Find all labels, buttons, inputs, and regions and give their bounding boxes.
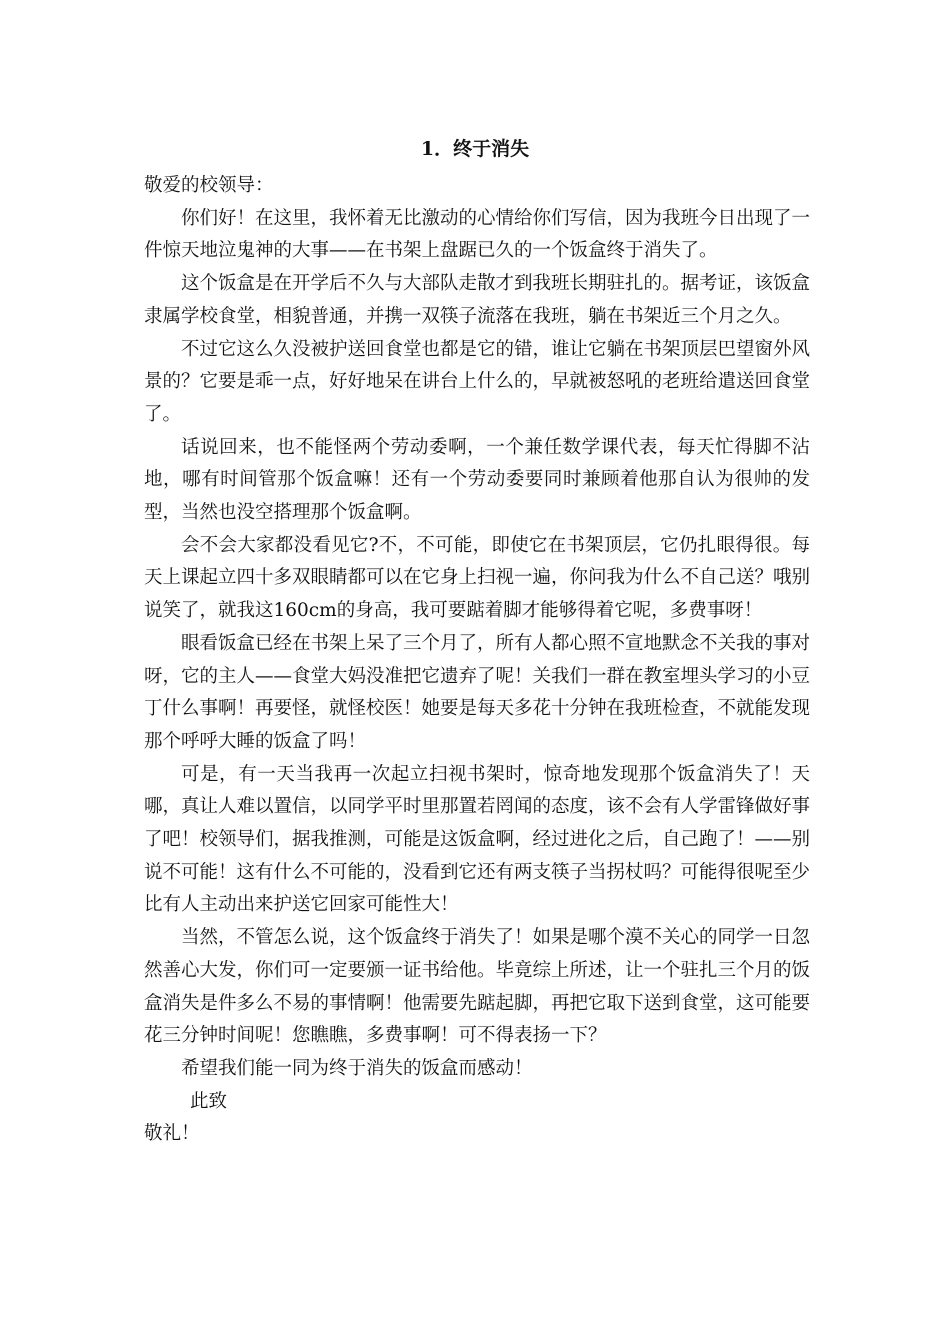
letter-paragraph-3: 不过它这么久没被护送回食堂也都是它的错，谁让它躺在书架顶层巴望窗外风景的？它要是乖一点，好好地呆在讲台上什么的，早就被怒吼的老班给遣送回食堂了。 [144, 338, 811, 425]
letter-closing: 此致 [190, 1090, 228, 1112]
letter-paragraph-6: 眼看饭盒已经在书架上呆了三个月了，所有人都心照不宣地默念不关我的事对呀，它的主人——食堂大妈没准把它遗弃了呢！关我们一群在教室埋头学习的小豆丁什么事啊！再要怪，就怪校医！她要是每天多花十分钟在我班检查，不就能发现那个呼呼大睡的饭盒了吗！ [144, 632, 811, 752]
letter-paragraph-5: 会不会大家都没看见它?不，不可能，即使它在书架顶层，它仍扎眼得很。每天上课起立四十多双眼睛都可以在它身上扫视一遍，你问我为什么不自己送？哦别说笑了，就我这160cm的身高，我可要踮着脚才能够得着它呢，多费事呀！ [144, 534, 811, 622]
letter-regards: 敬礼！ [144, 1123, 200, 1145]
letter-paragraph-7: 可是，有一天当我再一次起立扫视书架时，惊奇地发现那个饭盒消失了！天哪，真让人难以置信，以同学平时里那置若罔闻的态度，该不会有人学雷锋做好事了吧！校领导们，据我推测，可能是这饭盒啊，经过进化之后，自己跑了！——别说不可能！这有什么不可能的，没看到它还有两支筷子当拐杖吗？可能得很呢至少比有人主动出来护送它回家可能性大！ [144, 763, 811, 916]
letter-paragraph-4: 话说回来，也不能怪两个劳动委啊，一个兼任数学课代表，每天忙得脚不沾地，哪有时间管那个饭盒嘛！还有一个劳动委要同时兼顾着他那自认为很帅的发型，当然也没空搭理那个饭盒啊。 [144, 436, 810, 524]
document-title: 1．终于消失 [420, 138, 530, 160]
letter-salutation: 敬爱的校领导： [144, 175, 274, 196]
letter-paragraph-9: 希望我们能一同为终于消失的饭盒而感动！ [181, 1057, 533, 1079]
letter-body [144, 170, 810, 1151]
letter-paragraph-2: 这个饭盒是在开学后不久与大部队走散才到我班长期驻扎的。据考证，该饭盒隶属学校食堂，相貌普通，并携一双筷子流落在我班，躺在书架近三个月之久。 [144, 273, 811, 327]
letter-paragraph-8: 当然，不管怎么说，这个饭盒终于消失了！如果是哪个漠不关心的同学一日忽然善心大发，你们可一定要颁一证书给他。毕竟综上所述，让一个驻扎三个月的饭盒消失是件多么不易的事情啊！他需要先踮起脚，再把它取下送到食堂，这可能要花三分钟时间呢！您瞧瞧，多费事啊！可不得表扬一下？ [144, 927, 811, 1047]
letter-paragraph-1: 你们好！在这里，我怀着无比激动的心情给你们写信，因为我班今日出现了一件惊天地泣鬼神的大事——在书架上盘踞已久的一个饭盒终于消失了。 [144, 207, 811, 262]
